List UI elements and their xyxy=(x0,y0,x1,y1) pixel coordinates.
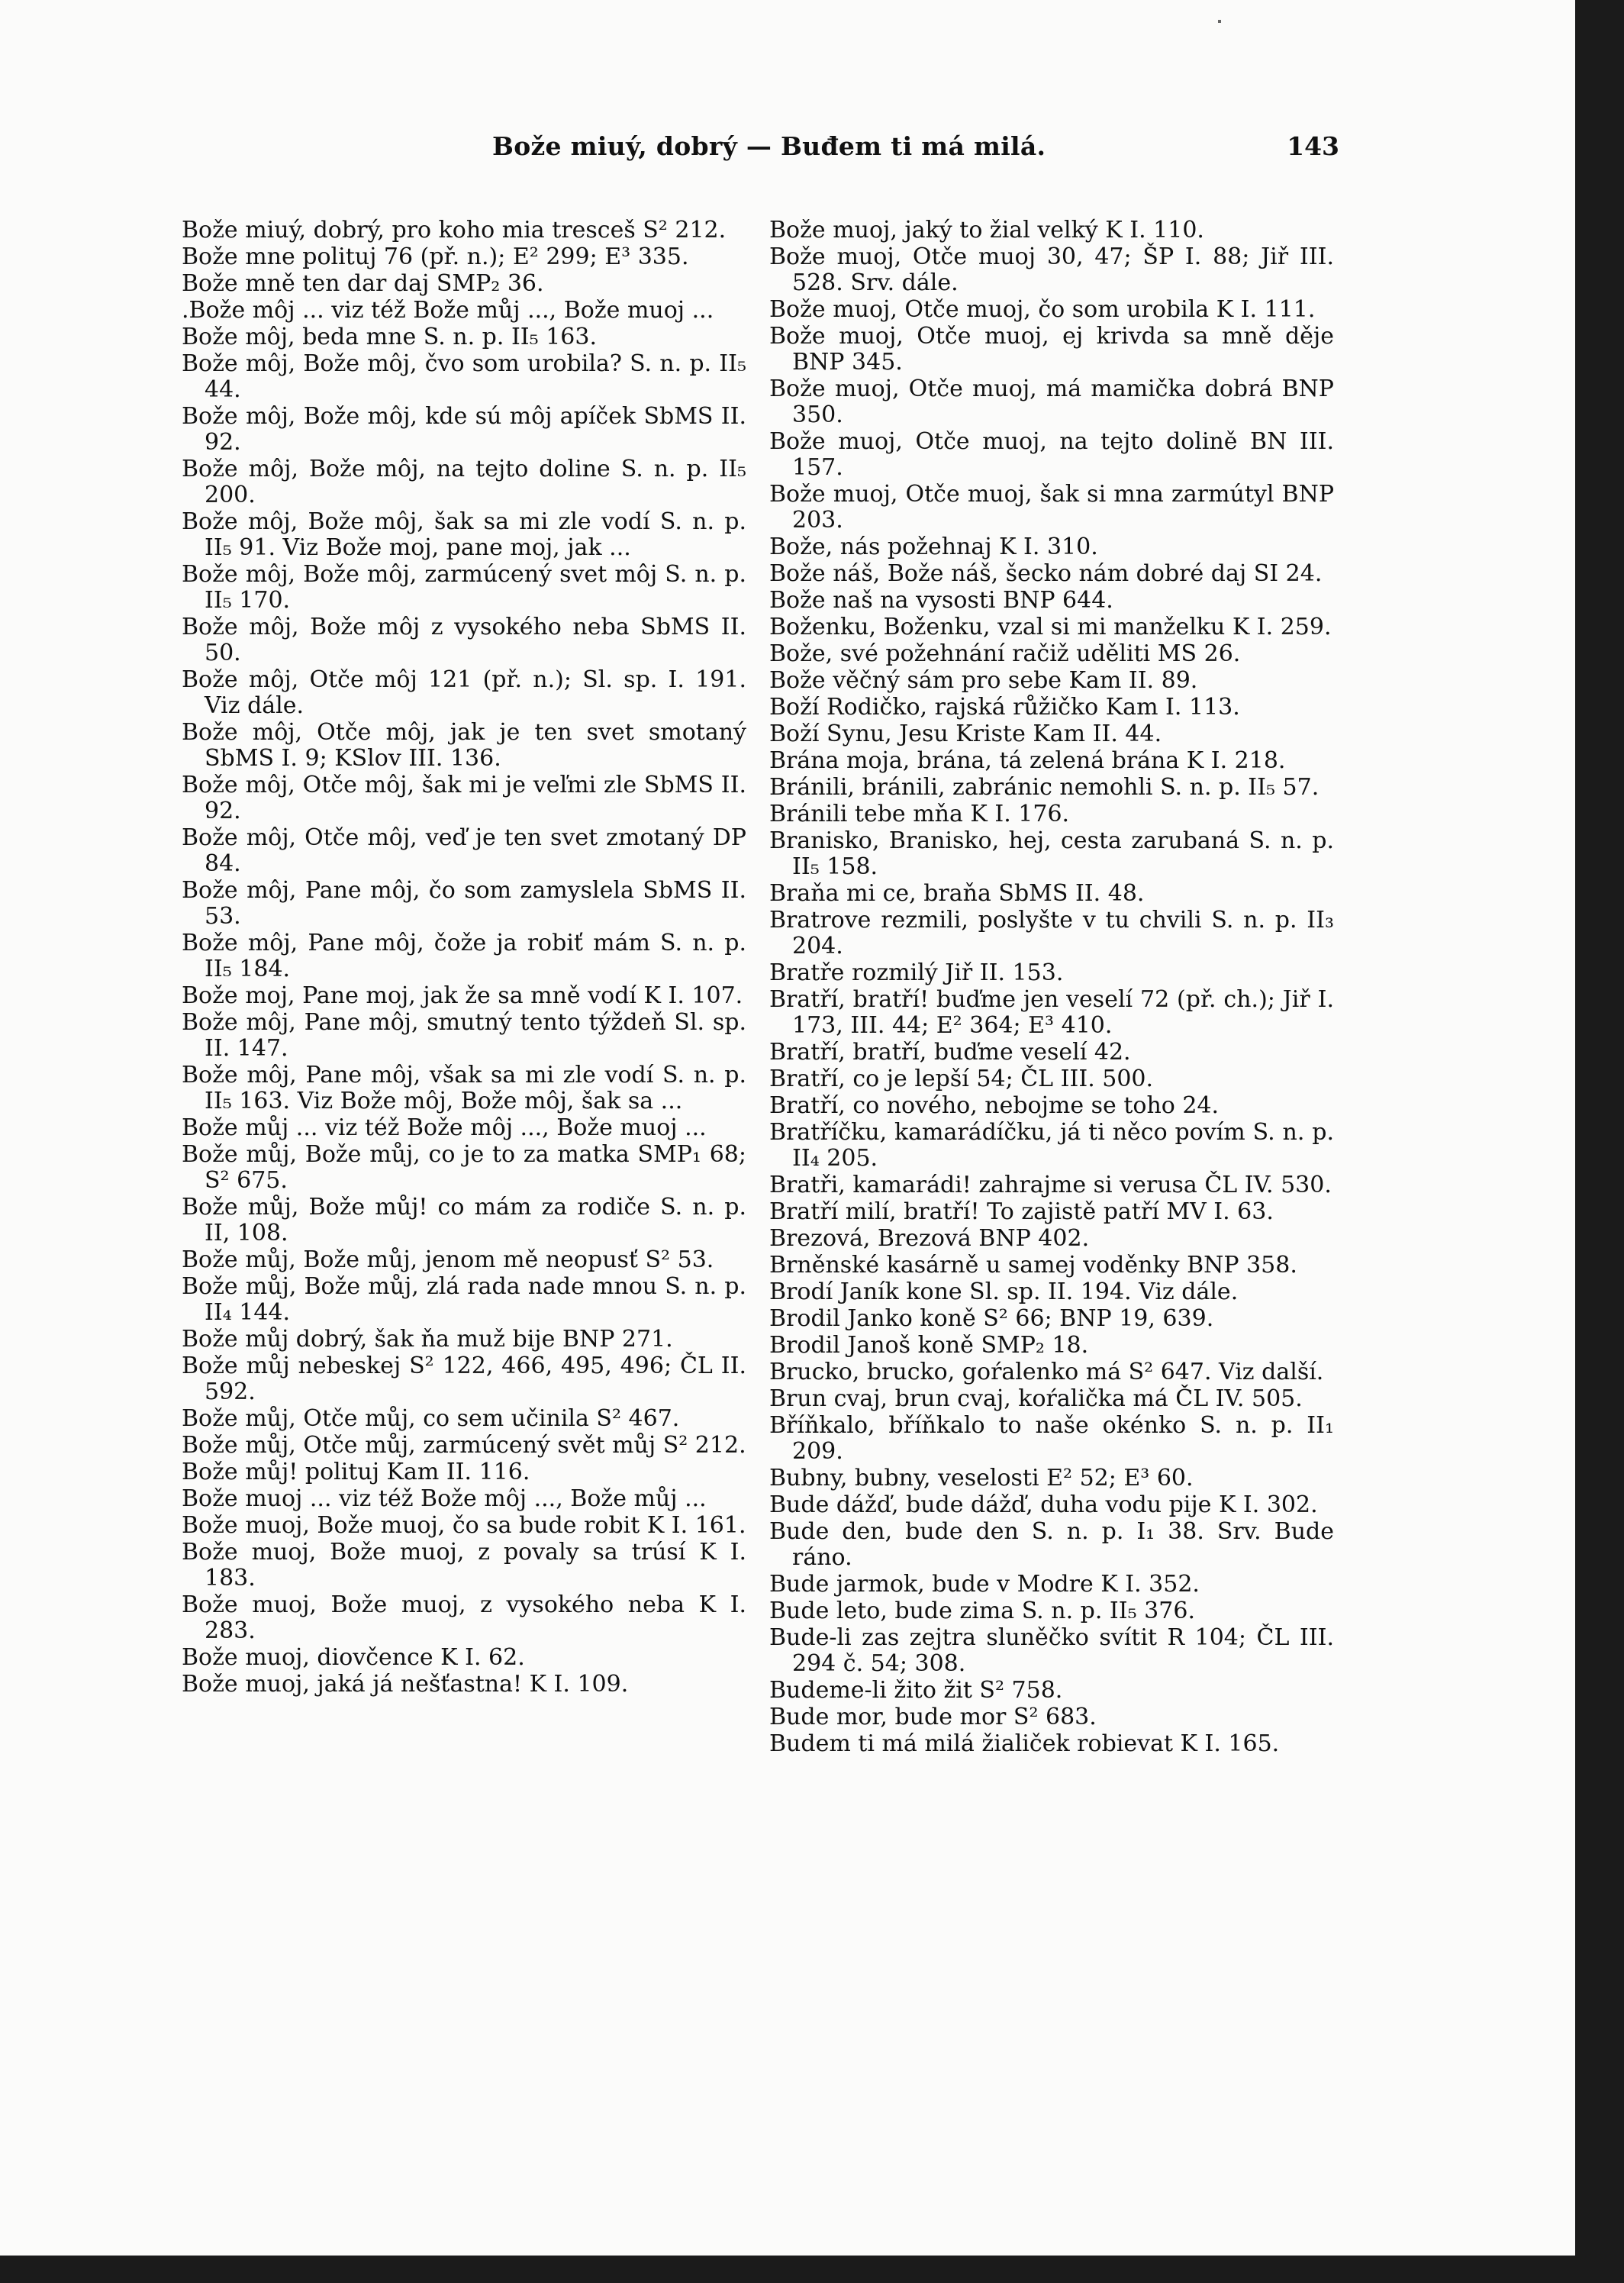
index-entry: Bože muoj, Otče muoj, ej krivda sa mně děje BNP 345. xyxy=(769,323,1334,376)
index-entry: Bože môj, Bože môj, kde sú môj apíček SbMS II. 92. xyxy=(182,403,746,456)
index-entry: Bože mně ten dar daj SMP₂ 36. xyxy=(182,270,544,297)
index-entry: Bože náš, Bože náš, šecko nám dobré daj SI 24. xyxy=(769,560,1323,587)
index-entry: Brodil Janoš koně SMP₂ 18. xyxy=(769,1332,1089,1359)
index-entry: Bože môj, Pane môj, však sa mi zle vodí S. n. p. II₅ 163. Viz Bože môj, Bože môj, šak sa ... xyxy=(182,1062,746,1114)
index-entry: Bože môj, Otče môj, šak mi je veľmi zle SbMS II. 92. xyxy=(182,772,746,824)
index-entry: Bože, své požehnání račiž uděliti MS 26. xyxy=(769,640,1241,667)
index-entry: Bože môj, Bože môj, na tejto doline S. n. p. II₅ 200. xyxy=(182,456,746,508)
scan-border-bottom xyxy=(0,2256,1624,2283)
index-entry: Brodí Janík kone Sl. sp. II. 194. Viz dále. xyxy=(769,1279,1239,1305)
index-entry: Bože muoj, jaká já nešťastna! K I. 109. xyxy=(182,1671,629,1698)
index-entry: Bože muoj, Otče muoj, na tejto dolině BN III. 157. xyxy=(769,428,1334,481)
index-entry: Bože můj dobrý, šak ňa muž bije BNP 271. xyxy=(182,1326,673,1353)
index-entry: Bude-li zas zejtra sluněčko svítit R 104; ČL III. 294 č. 54; 308. xyxy=(769,1624,1334,1677)
index-entry: Bože muoj, Otče muoj 30, 47; ŠP I. 88; Jiř III. 528. Srv. dále. xyxy=(769,243,1334,296)
right-column xyxy=(769,218,1334,1758)
index-entry: Bubny, bubny, veselosti E² 52; E³ 60. xyxy=(769,1465,1194,1491)
index-entry: Braňa mi ce, braňa SbMS II. 48. xyxy=(769,880,1145,907)
index-entry: Bratří, co je lepší 54; ČL III. 500. xyxy=(769,1066,1154,1092)
index-entry: Bože moj, Pane moj, jak že sa mně vodí K I. 107. xyxy=(182,982,743,1009)
index-entry: Bratři, kamarádi! zahrajme si verusa ČL IV. 530. xyxy=(769,1172,1332,1198)
index-entry: Bože miuý, dobrý, pro koho mia tresceš S² 212. xyxy=(182,217,727,243)
index-entry: Bože muoj ... viz též Bože môj ..., Bože můj ... xyxy=(182,1485,707,1512)
index-entry: .Bože môj ... viz též Bože můj ..., Bože muoj ... xyxy=(182,297,714,324)
index-entry: Boží Rodičko, rajská růžičko Kam I. 113. xyxy=(769,694,1240,721)
index-entry: Bože můj! polituj Kam II. 116. xyxy=(182,1459,530,1485)
index-entry: Bože môj, Bože môj, šak sa mi zle vodí S. n. p. II₅ 91. Viz Bože moj, pane moj, jak ... xyxy=(182,508,746,561)
index-entry: Bože môj, Bože môj z vysokého neba SbMS II. 50. xyxy=(182,614,746,666)
index-entry: Bože můj, Bože můj, co je to za matka SMP₁ 68; S² 675. xyxy=(182,1141,746,1194)
index-entry: Bratří milí, bratří! To zajistě patří MV I. 63. xyxy=(769,1198,1274,1225)
index-entry: Bože můj, Bože můj, jenom mě neopusť S² 53. xyxy=(182,1246,714,1273)
index-entry: Bože môj, Bože môj, čvo som urobila? S. n. p. II₅ 44. xyxy=(182,350,746,403)
index-entry: Bránili, bránili, zabránic nemohli S. n. p. II₅ 57. xyxy=(769,774,1320,801)
page-number: 143 xyxy=(1287,131,1339,161)
index-entry: Bude leto, bude zima S. n. p. II₅ 376. xyxy=(769,1598,1195,1624)
index-entry: Bože môj, Bože môj, zarmúcený svet môj S. n. p. II₅ 170. xyxy=(182,561,746,614)
index-entry: Brun cvaj, brun cvaj, koŕalička má ČL IV. 505. xyxy=(769,1385,1303,1412)
index-entry: Bože můj, Bože můj, zlá rada nade mnou S. n. p. II₄ 144. xyxy=(182,1273,746,1326)
index-entry: Bránili tebe mňa K I. 176. xyxy=(769,801,1070,827)
index-entry: Bude jarmok, bude v Modre K I. 352. xyxy=(769,1571,1200,1598)
index-entry: Bože můj nebeskej S² 122, 466, 495, 496; ČL II. 592. xyxy=(182,1353,746,1405)
index-entry: Bratříčku, kamarádíčku, já ti něco povím S. n. p. II₄ 205. xyxy=(769,1119,1334,1172)
index-entry: Bože muoj, jaký to žial velký K I. 110. xyxy=(769,217,1204,243)
index-entry: Bratří, bratří, buďme veselí 42. xyxy=(769,1039,1131,1066)
index-entry: Boží Synu, Jesu Kriste Kam II. 44. xyxy=(769,721,1162,747)
index-entry: Bože môj, Pane môj, čože ja robiť mám S. n. p. II₅ 184. xyxy=(182,930,746,982)
running-head: Bože miuý, dobrý — Buđem ti má milá. xyxy=(492,131,1046,161)
index-entry: Bože můj, Otče můj, zarmúcený svět můj S² 212. xyxy=(182,1432,746,1459)
scan-speck xyxy=(1218,20,1221,23)
index-entry: Bude dážď, bude dážď, duha vodu pije K I. 302. xyxy=(769,1491,1318,1518)
index-entry: Bože můj ... viz též Bože môj ..., Bože muoj ... xyxy=(182,1114,707,1141)
index-entry: Budem ti má milá žialiček robievat K I. 165. xyxy=(769,1730,1280,1757)
left-column xyxy=(182,218,746,1698)
index-entry: Bratří, co nového, nebojme se toho 24. xyxy=(769,1092,1220,1119)
index-entry: Bože věčný sám pro sebe Kam II. 89. xyxy=(769,667,1198,694)
index-entry: Brezová, Brezová BNP 402. xyxy=(769,1225,1090,1252)
index-entry: Brucko, brucko, goŕalenko má S² 647. Viz další. xyxy=(769,1359,1324,1385)
index-entry: Budeme-li žito žit S² 758. xyxy=(769,1677,1063,1704)
index-entry: Bude mor, bude mor S² 683. xyxy=(769,1704,1097,1730)
index-entry: Bože muoj, Otče muoj, šak si mna zarmútyl BNP 203. xyxy=(769,481,1334,534)
index-entry: Bože můj, Bože můj! co mám za rodiče S. n. p. II, 108. xyxy=(182,1194,746,1246)
index-entry: Bože muoj, Otče muoj, má mamička dobrá BNP 350. xyxy=(769,376,1334,428)
index-entry: Boženku, Boženku, vzal si mi manželku K I. 259. xyxy=(769,614,1332,640)
index-entry: Bože môj, Pane môj, smutný tento týždeň Sl. sp. II. 147. xyxy=(182,1009,746,1062)
index-entry: Brodil Janko koně S² 66; BNP 19, 639. xyxy=(769,1305,1214,1332)
index-entry: Bože muoj, Bože muoj, z povaly sa trúsí K I. 183. xyxy=(182,1539,746,1591)
index-entry: Bratří, bratří! buďme jen veselí 72 (př. ch.); Jiř I. 173, III. 44; E² 364; E³ 410. xyxy=(769,986,1334,1039)
scan-border-right xyxy=(1575,0,1624,2283)
index-entry: Bože, nás požehnaj K I. 310. xyxy=(769,534,1098,560)
index-entry: Bože muoj, Otče muoj, čo som urobila K I. 111. xyxy=(769,296,1316,323)
index-entry: Bože môj, Otče môj, jak je ten svet smotaný SbMS I. 9; KSlov III. 136. xyxy=(182,719,746,772)
index-entry: Bože môj, beda mne S. n. p. II₅ 163. xyxy=(182,324,598,350)
index-entry: Bože mne polituj 76 (př. n.); E² 299; E³ 335. xyxy=(182,243,689,270)
index-entry: Bože môj, Otče môj, veď je ten svet zmotaný DP 84. xyxy=(182,824,746,877)
index-entry: Bratře rozmilý Jiř II. 153. xyxy=(769,959,1064,986)
page-header xyxy=(179,131,1339,177)
index-entry: Bože muoj, Bože muoj, čo sa bude robit K I. 161. xyxy=(182,1512,746,1539)
index-entry: Bratrove rezmili, poslyšte v tu chvili S. n. p. II₃ 204. xyxy=(769,907,1334,959)
index-entry: Bože môj, Pane môj, čo som zamyslela SbMS II. 53. xyxy=(182,877,746,930)
index-entry: Bože muoj, diovčence K I. 62. xyxy=(182,1644,525,1671)
index-entry: Branisko, Branisko, hej, cesta zarubaná S. n. p. II₅ 158. xyxy=(769,827,1334,880)
index-entry: Brněnské kasárně u samej voděnky BNP 358. xyxy=(769,1252,1297,1279)
index-entry: Bude den, bude den S. n. p. I₁ 38. Srv. Bude ráno. xyxy=(769,1518,1334,1571)
index-entry: Bože můj, Otče můj, co sem učinila S² 467. xyxy=(182,1405,680,1432)
index-entry: Bože muoj, Bože muoj, z vysokého neba K I. 283. xyxy=(182,1591,746,1644)
index-entry: Bože naš na vysosti BNP 644. xyxy=(769,587,1113,614)
index-entry: Brána moja, brána, tá zelená brána K I. 218. xyxy=(769,747,1286,774)
index-entry: Bože môj, Otče môj 121 (př. n.); Sl. sp. I. 191. Viz dále. xyxy=(182,666,746,719)
index-entry: Bříňkalo, bříňkalo to naše okénko S. n. p. II₁ 209. xyxy=(769,1412,1334,1465)
